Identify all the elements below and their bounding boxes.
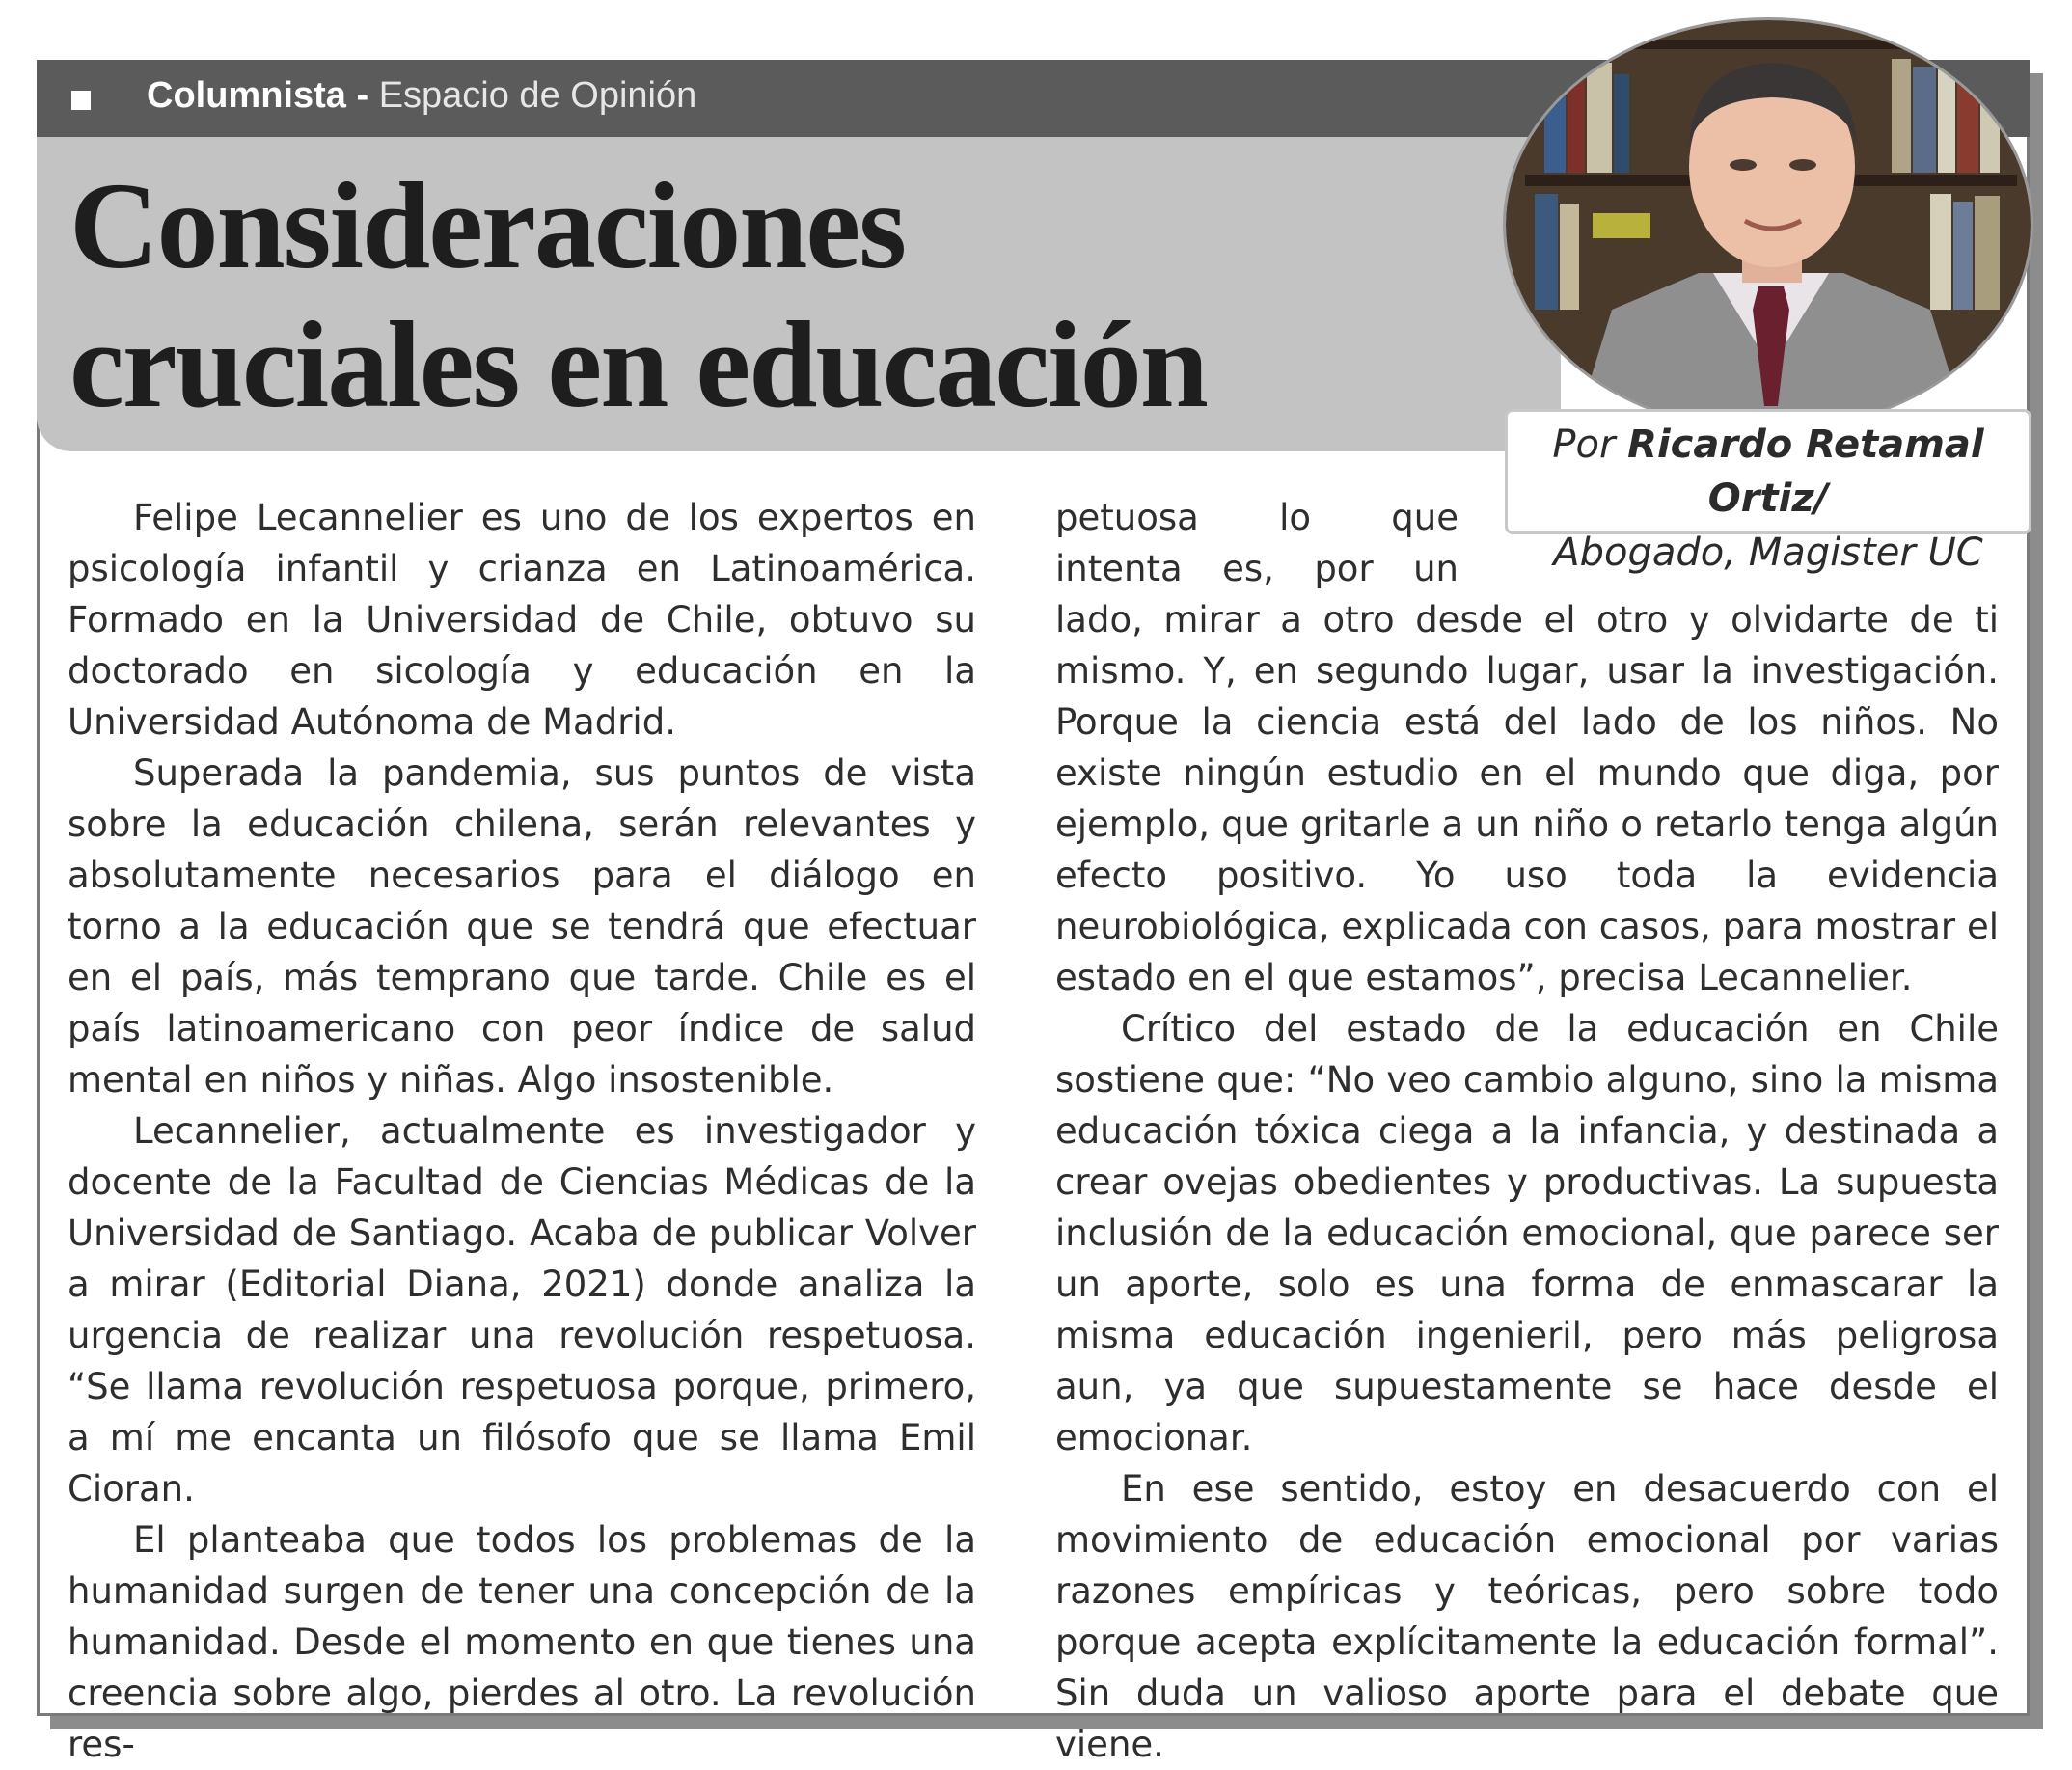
headline-box <box>37 137 1561 451</box>
byline-wrap-space <box>1459 492 1999 594</box>
paragraph: Crítico del estado de la educación en Chile sostiene que: “No veo cambio alguno, sino la misma educación tóxica ciega a la infancia, y destinada a crear ovejas obedientes y productivas. La supuesta inclusión de la educación emocional, que parece ser un aporte, solo es una forma de enmascarar la misma educación ingenieril, pero más peligrosa aun, ya que supuestamente se hace desde el emocionar. <box>1055 1008 1999 1458</box>
author-role: Abogado, Magister UC <box>1553 531 1983 575</box>
article-column-right <box>1055 492 1999 1770</box>
author-photo <box>1503 17 2033 432</box>
paragraph: En ese sentido, estoy en desacuerdo con el movimiento de educación emocional por varias razones empíricas y teóricas, pero sobre todo porque acepta explícitamente la educación formal”. Sin duda un valioso aporte para el debate que viene. <box>1055 1468 1999 1765</box>
author-name: Ricardo Retamal Ortiz/ <box>1627 422 1984 521</box>
title-line-1: Consideraciones <box>69 157 905 294</box>
section-subname: Espacio de Opinión <box>378 75 697 116</box>
paragraph: El planteaba que todos los problemas de la humanidad surgen de tener una concepción de la humanidad. Desde el momento en que tienes una creencia sobre algo, pierdes al otro. La revolución res- <box>68 1519 976 1765</box>
article-column-left <box>68 492 976 1770</box>
paragraph: Superada la pandemia, sus puntos de vista sobre la educación chilena, serán relevantes y absolutamente necesarios para el diálogo en torno a la educación que se tendrá que efectuar en el país, más temprano que tarde. Chile es el país latinoamericano con peor índice de salud mental en niños y niñas. Algo insostenible. <box>68 752 976 1101</box>
paragraph: Lecannelier, actualmente es investigador y docente de la Facultad de Ciencias Médicas de la Universidad de Santiago. Acaba de publicar Volver a mirar (Editorial Diana, 2021) donde analiza la urgencia de realizar una revolución respetuosa. “Se llama revolución respetuosa porque, primero, a mí me encanta un filósofo que se llama Emil Cioran. <box>68 1110 976 1510</box>
paragraph: Felipe Lecannelier es uno de los expertos en psicología infantil y crianza en Latinoamérica. Formado en la Universidad de Chile, obtuvo su doctorado en sicología y educación en la Universidad Autónoma de Madrid. <box>68 497 976 743</box>
title-line-2: cruciales en educación <box>69 296 1207 433</box>
section-label <box>147 75 696 117</box>
square-bullet-icon <box>71 91 91 110</box>
section-name: Columnista <box>147 75 346 116</box>
paragraph: petuosa lo que intenta es, por un lado, mirar a otro desde el otro y olvidarte de ti mismo. Y, en segundo lugar, usar la investigación. Porque la ciencia está del lado de los niños. No existe ningún estudio en el mundo que diga, por ejemplo, que gritarle a un niño o retarlo tenga algún efecto positivo. Yo uso toda la evidencia neurobiológica, explicada con casos, para mostrar el estado en el que estamos”, precisa Lecannelier. <box>1055 497 1999 998</box>
byline-prefix: Por <box>1552 422 1628 467</box>
article-title <box>69 156 1207 434</box>
section-separator: - <box>345 75 379 116</box>
author-portrait <box>1506 20 2033 432</box>
